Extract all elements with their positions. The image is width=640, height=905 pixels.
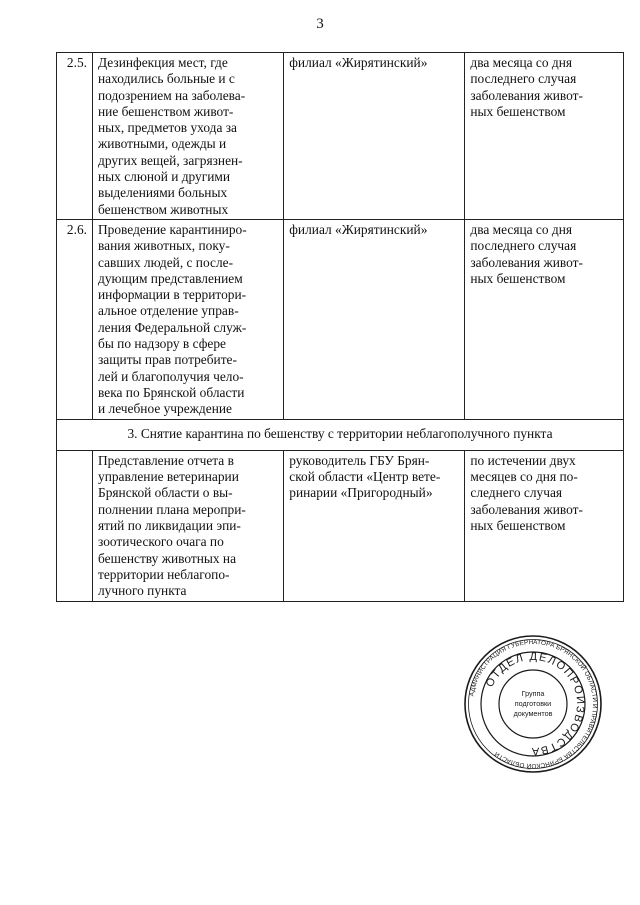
stamp-center-line: Группа [521,689,545,698]
table-row [57,219,624,419]
responsible-cell: филиал «Жирятинский» [284,219,465,419]
action-cell: Проведение карантиниро- вания животных, поку- савших людей, с после- дующим представлением информации в территори- альное отделение управ- ления Федеральной служ- бы по надзору в сфере защиты прав потребите- лей и благополучия чело- века по Брянской области и лечебное учреждение [93,219,284,419]
responsible-cell: руководитель ГБУ Брян- ской области «Центр вете- ринарии «Пригородный» [284,450,465,601]
deadline-cell: по истечении двух месяцев со дня по- следнего случая заболевания живот- ных бешенством [465,450,624,601]
row-number [57,450,93,601]
table-row [57,53,624,220]
stamp-outer-text: АДМИНИСТРАЦИЯ ГУБЕРНАТОРА БРЯНСКОЙ ОБЛАСТИ И ПРАВИТЕЛЬСТВА БРЯНСКОЙ ОБЛАСТИ [468,638,599,770]
section-title: 3. Снятие карантина по бешенству с территории неблагополучного пункта [57,419,624,450]
action-cell: Дезинфекция мест, где находились больные и с подозрением на заболева- ние бешенством живот- ных, предметов ухода за животными, одежды и других вещей, загрязнен- ных слюной и другими выделениями больных бешенством животных [93,53,284,220]
action-cell: Представление отчета в управление ветеринарии Брянской области о вы- полнении плана меропри- ятий по ликвидации эпи- зоотического очага по бешенству животных на территории неблагопо- лучного пункта [93,450,284,601]
action-plan-table [56,52,624,602]
section-header-row [57,419,624,450]
row-number: 2.5. [57,53,93,220]
responsible-cell: филиал «Жирятинский» [284,53,465,220]
table-row [57,450,624,601]
stamp-middle-text: ОТДЕЛ ДЕЛОПРОИЗВОДСТВА [483,650,587,758]
official-stamp [463,634,603,774]
deadline-cell: два месяца со дня последнего случая заболевания живот- ных бешенством [465,53,624,220]
stamp-center-line: документов [513,709,553,718]
page-number: 3 [316,16,324,32]
row-number: 2.6. [57,219,93,419]
stamp-center-line: подготовки [514,699,552,708]
deadline-cell: два месяца со дня последнего случая заболевания живот- ных бешенством [465,219,624,419]
